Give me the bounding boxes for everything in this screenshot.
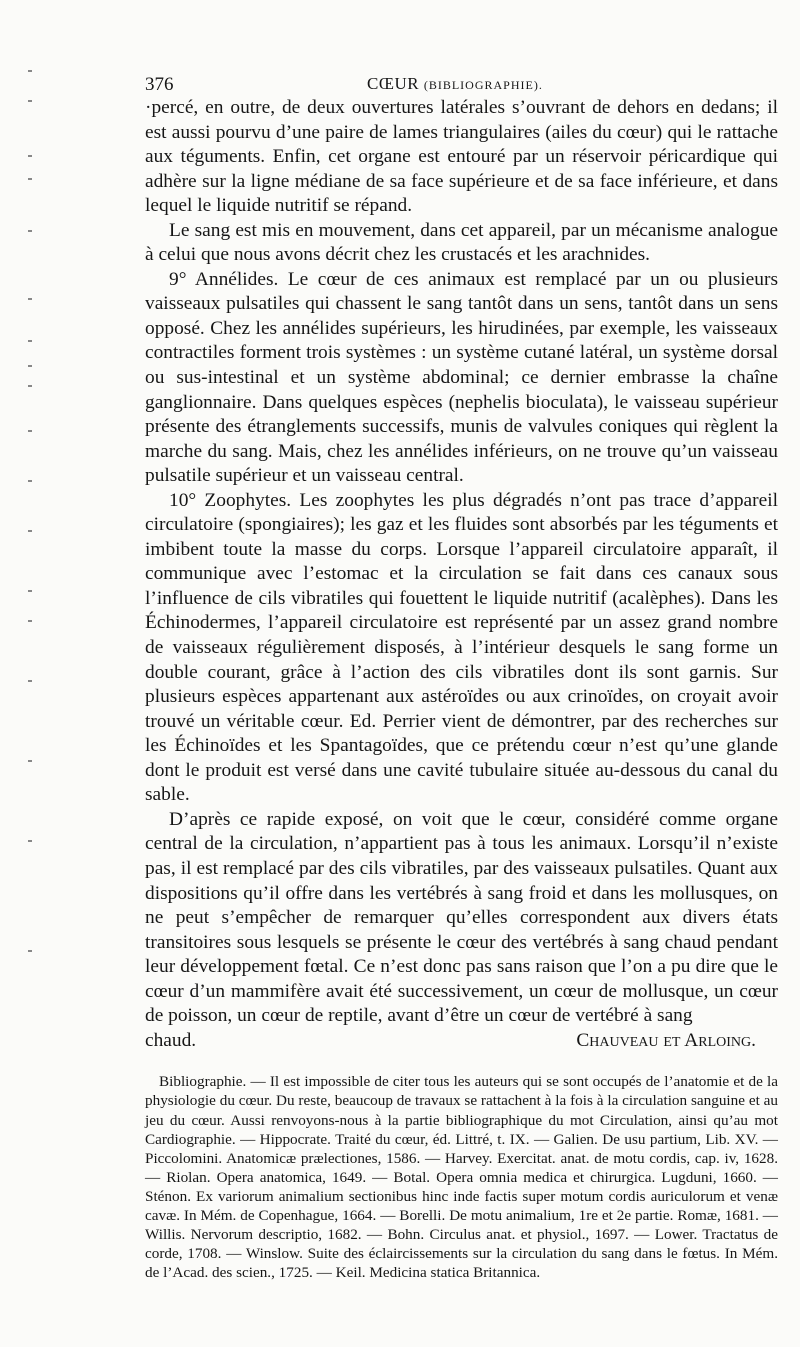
paragraph: ·percé, en outre, de deux ouvertures latérales s’ouvrant de dehors en dedans; il est aussi pourvu d’une paire de lames triangulaires (ailes du cœur) qui le rattache aux téguments. Enfin, cet organe est entouré par un réservoir péricardique qui adhère sur la ligne médiane de sa face supérieure et de sa face inférieure, et dans lequel le liquide nutritif se répand. <box>145 97 778 217</box>
last-word: chaud. <box>145 1029 197 1051</box>
document-page <box>145 68 778 1282</box>
paragraph-conclusion: D’après ce rapide exposé, on voit que le cœur, considéré comme organe central de la circulation, n’appartient pas à tous les animaux. Lorsqu’il n’existe pas, il est remplacé par des cils vibratiles, par des vaisseaux pulsatiles. Quant aux dispositions qu’il offre dans les vertébrés à sang froid et dans les mollusques, on ne peut s’empêcher de remarquer qu’elles correspondent aux divers états transitoires sous lesquels se présente le cœur des vertébrés à sang chaud pendant leur développement fœtal. Ce n’est donc pas sans raison que l’on a pu dire que le cœur d’un mammifère avait été successivement, un cœur de mollusque, un cœur de poisson, un cœur de reptile, avant d’être un cœur de vertébré à sang <box>145 808 778 1027</box>
running-head <box>367 74 543 94</box>
paragraph-zoophytes: 10° Zoophytes. Les zoophytes les plus dégradés n’ont pas trace d’appareil circulatoire (spongiaires); les gaz et les fluides sont absorbés par les téguments et imbibent toute la masse du corps. Lorsque l’appareil circulatoire apparaît, il communique avec l’estomac et la circulation se fait dans ces canaux sous l’influence de cils vibratiles qui fouettent le liquide nutritif (acalèphes). Dans les Échinodermes, l’appareil circulatoire est représenté par un assez grand nombre de vaisseaux régulièrement disposés, à l’intérieur desquels le sang forme un double courant, grâce à l’action des cils vibratiles dont ils sont garnis. Sur plusieurs espèces appartenant aux astéroïdes ou aux crinoïdes, on croyait avoir trouvé un véritable cœur. Ed. Perrier vient de démontrer, par des recherches sur les Échinoïdes et les Spantagoïdes, que ce prétendu cœur n’est qu’une glande dont le produit est versé dans une cavité tubulaire située au-dessous du canal du sable. <box>145 489 778 806</box>
body-text <box>145 96 778 1053</box>
paragraph-annelides: 9° Annélides. Le cœur de ces animaux est remplacé par un ou plusieurs vaisseaux pulsatiles qui chassent le sang tantôt dans un sens, tantôt dans un sens opposé. Chez les annélides supérieurs, les hirudinées, par exemple, les vaisseaux contractiles forment trois systèmes : un système cutané latéral, un système dorsal ou sus-intestinal et un système abdominal; ce dernier embrasse la chaîne ganglionnaire. Dans quelques espèces (nephelis bioculata), le vaisseau supérieur présente des étranglements successifs, munis de valvules coniques qui règlent la marche du sang. Mais, chez les annélides inférieurs, on ne trouve qu’un vaisseau pulsatile supérieur et un vaisseau central. <box>145 268 778 487</box>
page-number: 376 <box>145 74 174 95</box>
margin-marks <box>28 60 34 1260</box>
page-header <box>145 68 778 96</box>
paragraph: Le sang est mis en mouvement, dans cet appareil, par un mécanisme analogue à celui que nous avons décrit chez les crustacés et les arachnides. <box>145 219 778 266</box>
running-subtitle: (BIBLIOGRAPHIE). <box>423 78 543 92</box>
running-title: CŒUR <box>367 74 420 93</box>
article-authors: Chauveau et Arloing. <box>576 1029 756 1051</box>
bibliography-text: Bibliographie. — Il est impossible de citer tous les auteurs qui se sont occupés de l’anatomie et de la physiologie du cœur. Du reste, beaucoup de travaux se rattachent à la fois à la circulation sanguine et au jeu du cœur. Aussi renvoyons-nous à la partie bibliographique du mot Circulation, ainsi qu’au mot Cardiographie. — Hippocrate. Traité du cœur, éd. Littré, t. IX. — Galien. De usu partium, Lib. XV. — Piccolomini. Anatomicæ prælectiones, 1586. — Harvey. Exercitat. anat. de motu cordis, cap. iv, 1628. — Riolan. Opera anatomica, 1649. — Botal. Opera omnia medica et chirurgica. Lugduni, 1660. — Sténon. Ex variorum animalium sectionibus hinc inde factis super motum cordis auriculorum et venæ cavæ. In Mém. de Copenhague, 1664. — Borelli. De motu animalium, 1re et 2e partie. Romæ, 1681. — Willis. Nervorum descriptio, 1682. — Bohn. Circulus anat. et physiol., 1697. — Lower. Tractatus de corde, 1708. — Winslow. Suite des éclaircissements sur la circulation du sang dans le fœtus. In Mém. de l’Acad. des scien., 1725. — Keil. Medicina statica Britannica. <box>145 1073 778 1282</box>
signature-line <box>145 1029 778 1054</box>
bibliography <box>145 1072 778 1282</box>
